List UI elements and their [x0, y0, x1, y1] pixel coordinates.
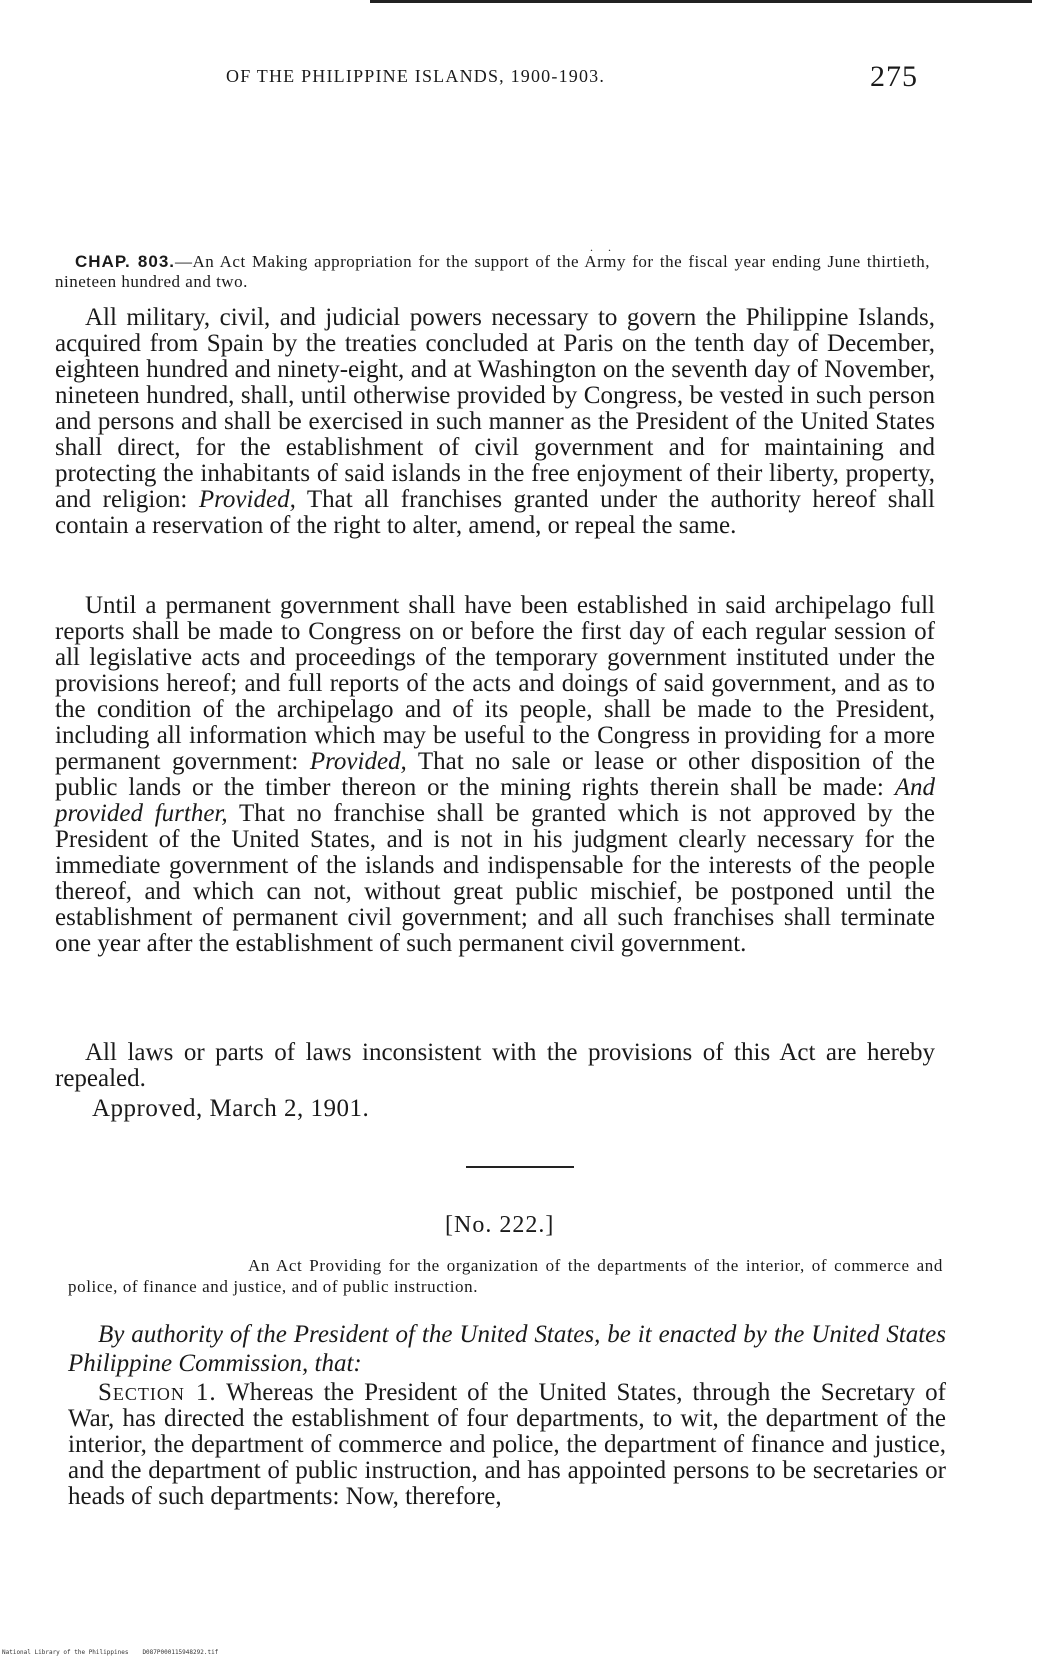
chapter-title: —An Act Making appropriation for the support of the Army for the fiscal year ending June thirtieth, nineteen hundred and two. — [55, 252, 930, 291]
paragraph-3-text: All laws or parts of laws inconsistent with the provisions of this Act are hereby repealed. — [55, 1039, 935, 1092]
paragraph-3 — [55, 1040, 935, 1092]
paragraph-2-text-a: Until a permanent government shall have been established in said archipelago full reports shall be made to Congress on or before the first day of each regular session of all legislative acts and proceedings of the temporary government instituted under the provisions hereof; and full reports of the acts and doings of said government, and as to the condition of the archipelago and of its people, shall be made to the President, including all information which may be useful to the Congress in providing for a more permanent government: — [55, 592, 935, 775]
paragraph-2-italic-2: And provided further, — [55, 774, 935, 827]
paragraph-2 — [55, 593, 935, 957]
act-number: [No. 222.] — [445, 1212, 555, 1238]
paragraph-2-italic-1: Provided, — [309, 748, 407, 775]
approval-line: Approved, March 2, 1901. — [92, 1095, 370, 1122]
act-title: An Act Providing for the organization of the departments of the interior, of commerce and police, of finance and justice, and of public instruction. — [68, 1256, 943, 1296]
chapter-label: CHAP. 803. — [75, 252, 176, 271]
section-1-text: Whereas the President of the United States, through the Secretary of War, has directed the establishment of four departments, to wit, the department of the interior, the department of commerce and police, the department of finance and justice, and the department of public instruction, and has appointed persons to be secretaries or heads of such departments: Now, therefore, — [68, 1379, 946, 1510]
page-number: 275 — [870, 60, 918, 93]
enacting-clause: By authority of the President of the United States, be it enacted by the United States Philippine Commission, that: — [68, 1321, 946, 1377]
paragraph-1-text-a: All military, civil, and judicial powers necessary to govern the Philippine Islands, acquired from Spain by the treaties concluded at Paris on the tenth day of December, eighteen hundred and ninety-eight, and at Washington on the seventh day of November, nineteen hundred, shall, until otherwise provided by Congress, be vested in such person and persons and shall be exercised in such manner as the President of the United States shall direct, for the establishment of civil government and for maintaining and protecting the inhabitants of said islands in the free enjoyment of their liberty, property, and religion: — [55, 304, 935, 513]
paragraph-1-text-b: That all franchises granted under the authority hereof shall contain a reservation of the right to alter, amend, or repeal the same. — [55, 486, 935, 539]
section-1-label: Section 1. — [98, 1379, 217, 1406]
section-1 — [68, 1380, 946, 1510]
ornament-mark: . . — [590, 240, 617, 254]
scan-footer — [2, 1649, 232, 1656]
chapter-heading — [55, 252, 930, 292]
paragraph-1 — [55, 305, 935, 539]
footer-file: D087P000115948292.tif — [142, 1649, 219, 1656]
section-divider — [466, 1166, 574, 1168]
running-head: OF THE PHILIPPINE ISLANDS, 1900-1903. — [226, 66, 606, 86]
paragraph-2-text-c: That no franchise shall be granted which is not approved by the President of the United States, and is not in his judgment clearly necessary for the immediate government of the islands and indispensable for the interests of the people thereof, and which can not, without great public mischief, be postponed until the establishment of permanent civil government; and all such franchises shall terminate one year after the establishment of such permanent civil government. — [55, 800, 936, 957]
footer-library: National Library of the Philippines — [2, 1649, 129, 1656]
paragraph-1-italic: Provided, — [198, 486, 296, 513]
top-border-line — [370, 0, 1032, 3]
paragraph-2-text-b: That no sale or lease or other disposition of the public lands or the timber thereon or the mining rights therein shall be made: — [55, 748, 935, 801]
